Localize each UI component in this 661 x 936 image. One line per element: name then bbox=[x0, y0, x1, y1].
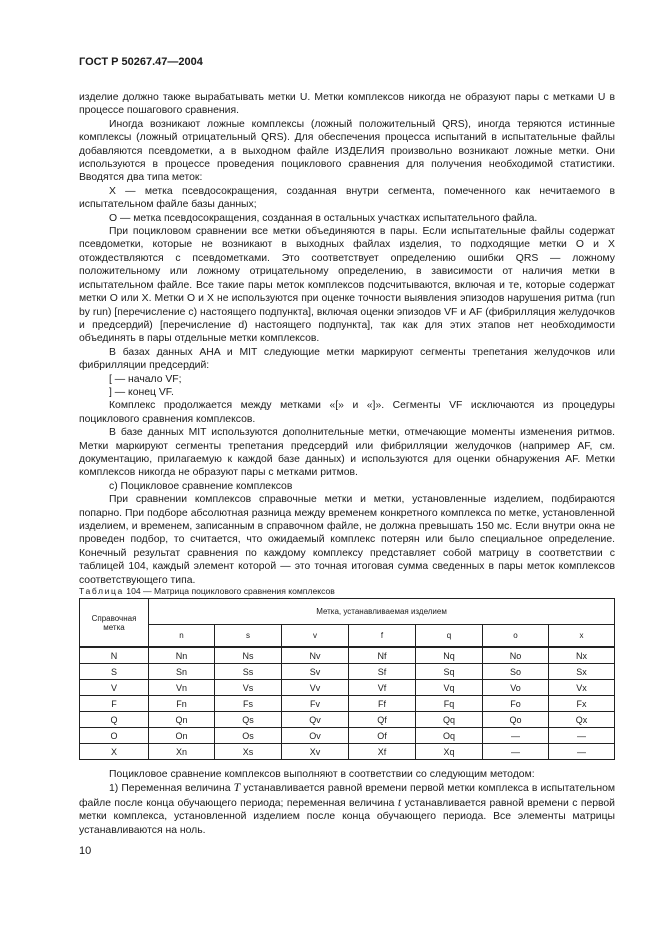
paragraph: ] — конец VF. bbox=[109, 386, 174, 398]
comparison-matrix-table bbox=[79, 598, 615, 760]
row-label: V bbox=[80, 680, 149, 696]
column-header: o bbox=[483, 625, 549, 648]
group-header: Метка, устанавливаемая изделием bbox=[149, 599, 615, 625]
table-cell: No bbox=[483, 647, 549, 664]
table-caption-label: Таблица bbox=[79, 586, 124, 596]
text-run: устанавливается равной времени первой метки комплекса в испытательном файле после конца обучающего периода; переменная величина bbox=[79, 783, 615, 809]
table-cell: Vq bbox=[416, 680, 483, 696]
table-caption-text: 104 — Матрица поциклового сравнения комплексов bbox=[123, 586, 335, 596]
paragraph bbox=[79, 781, 615, 837]
paragraph: Иногда возникают ложные комплексы (ложный положительный QRS), иногда теряются истинные комплексы (ложный отрицательный QRS). Для обеспечения процесса испытаний в испытательные файлы добавляются псевдометки, а в выходном файле ИЗДЕЛИЯ произвольно возникают ложные метки. Они используются в процессе проведения поциклового сравнения для получения необходимой статистики. Вводятся два типа меток: bbox=[79, 118, 615, 184]
table-cell: On bbox=[149, 728, 215, 744]
table-cell: Qs bbox=[215, 712, 282, 728]
body-text bbox=[79, 91, 615, 587]
table-cell: Qn bbox=[149, 712, 215, 728]
table-cell: Ns bbox=[215, 647, 282, 664]
table-cell: — bbox=[483, 728, 549, 744]
column-header: s bbox=[215, 625, 282, 648]
table-cell: Xq bbox=[416, 744, 483, 760]
table-cell: Qv bbox=[282, 712, 349, 728]
method-text bbox=[79, 768, 615, 837]
table-row bbox=[80, 647, 615, 664]
table-cell: Xv bbox=[282, 744, 349, 760]
table-cell: Vx bbox=[549, 680, 615, 696]
paragraph: Поцикловое сравнение комплексов выполняют в соответствии со следующим методом: bbox=[109, 769, 535, 780]
table-row bbox=[80, 680, 615, 696]
table-row bbox=[80, 664, 615, 680]
section-heading: c) Поцикловое сравнение комплексов bbox=[109, 480, 293, 492]
row-label: X bbox=[80, 744, 149, 760]
table-cell: Qf bbox=[349, 712, 416, 728]
table-cell: Sv bbox=[282, 664, 349, 680]
table-cell: Xs bbox=[215, 744, 282, 760]
table-cell: Qq bbox=[416, 712, 483, 728]
paragraph: При сравнении комплексов справочные метки и метки, установленные изделием, подбираются попарно. При подборе абсолютная разница между временем конкретного комплекса по метке, установленной изделием, и временем, записанным в справочном файле, не должна превышать 150 мс. Если внутри окна не проведен подбор, то считается, что ожидаемый комплекс потерян или было специальное определение. Конечный результат сравнения по каждому комплексу представляет собой матрицу в соответствии с таблицей 104, каждый элемент которой — это точная итоговая сумма сведенных в пары меток комплексов соответствующего типа. bbox=[79, 494, 615, 586]
paragraph: Комплекс продолжается между метками «[» и «]». Сегменты VF исключаются из процедуры поциклового сравнения комплексов. bbox=[79, 400, 615, 425]
table-cell: Nq bbox=[416, 647, 483, 664]
table-cell: Sq bbox=[416, 664, 483, 680]
table-cell: Qx bbox=[549, 712, 615, 728]
table-cell: Xf bbox=[349, 744, 416, 760]
table-cell: Sn bbox=[149, 664, 215, 680]
table-cell: Sf bbox=[349, 664, 416, 680]
paragraph: O — метка псевдосокращения, созданная в остальных участках испытательного файла. bbox=[109, 212, 538, 224]
document-header: ГОСТ Р 50267.47—2004 bbox=[79, 56, 203, 68]
row-label: F bbox=[80, 696, 149, 712]
table-cell: Nx bbox=[549, 647, 615, 664]
table-row bbox=[80, 696, 615, 712]
column-header: x bbox=[549, 625, 615, 648]
column-header: n bbox=[149, 625, 215, 648]
table-cell: Vs bbox=[215, 680, 282, 696]
table-caption bbox=[79, 586, 335, 596]
table-cell: Nn bbox=[149, 647, 215, 664]
table-cell: Vv bbox=[282, 680, 349, 696]
variable-T: T bbox=[233, 780, 241, 795]
paragraph: X — метка псевдосокращения, созданная внутри сегмента, помеченного как нечитаемого в испытательном файле базы данных; bbox=[79, 185, 615, 211]
table-cell: Vo bbox=[483, 680, 549, 696]
table-row bbox=[80, 712, 615, 728]
table-cell: Fo bbox=[483, 696, 549, 712]
table-cell: Sx bbox=[549, 664, 615, 680]
paragraph: В базе данных MIT используются дополнительные метки, отмечающие моменты изменения ритмов. Метки маркируют сегменты трепетания предсердий или фибрилляции желудочков (например AF, см. документацию, прилагаемую к каждой базе данных) и используются для оценки обнаружения AF. Метки комплексов никогда не образуют пары с метками ритмов. bbox=[79, 427, 615, 479]
table-cell: So bbox=[483, 664, 549, 680]
table-cell: Vf bbox=[349, 680, 416, 696]
table-cell: — bbox=[549, 728, 615, 744]
row-label: S bbox=[80, 664, 149, 680]
paragraph: При поцикловом сравнении все метки объединяются в пары. Если испытательные файлы содержат псевдометки, которые не возникают в выходных файлах изделия, то подходящие метки O и X отождествляются с псевдометками. Это соответствует определению ошибки QRS — ложному положительному или ложному отрицательному определению, в зависимости от наличия метки в испытательном файле. Все такие пары меток комплексов подсчитываются, включая и те, которые содержат метки O или X. Метки O и X не используются при оценке точности выявления эпизодов нарушения ритма (run by run) [перечисление c) настоящего подпункта], включая оценки эпизодов VF и AF (фибрилляция желудочков и предсердий) [перечисление d) настоящего подпункта], так как для этих этапов нет необходимости объединять в пары отдельные метки комплексов. bbox=[79, 226, 615, 345]
column-header: f bbox=[349, 625, 416, 648]
table-cell: Nv bbox=[282, 647, 349, 664]
table-cell: Fx bbox=[549, 696, 615, 712]
table-cell: Xn bbox=[149, 744, 215, 760]
row-label: N bbox=[80, 647, 149, 664]
page-number: 10 bbox=[79, 845, 92, 857]
table-cell: Ss bbox=[215, 664, 282, 680]
table-cell: Ff bbox=[349, 696, 416, 712]
table-row bbox=[80, 728, 615, 744]
variable-t: t bbox=[397, 794, 402, 809]
table-cell: Ov bbox=[282, 728, 349, 744]
corner-header: Справочная метка bbox=[80, 599, 149, 648]
paragraph: В базах данных AHA и MIT следующие метки маркируют сегменты трепетания желудочков или фибрилляции предсердий: bbox=[79, 346, 615, 372]
row-label: O bbox=[80, 728, 149, 744]
column-header: v bbox=[282, 625, 349, 648]
table-row bbox=[80, 744, 615, 760]
paragraph: [ — начало VF; bbox=[109, 373, 182, 385]
table-cell: Fn bbox=[149, 696, 215, 712]
paragraph: изделие должно также вырабатывать метки U. Метки комплексов никогда не образуют пары с метками U в процессе пошагового сравнения. bbox=[79, 92, 615, 117]
table-cell: Vn bbox=[149, 680, 215, 696]
table-cell: Fs bbox=[215, 696, 282, 712]
table-cell: Os bbox=[215, 728, 282, 744]
table-cell: Qo bbox=[483, 712, 549, 728]
table-cell: — bbox=[483, 744, 549, 760]
table-cell: Of bbox=[349, 728, 416, 744]
table-cell: Nf bbox=[349, 647, 416, 664]
table-cell: Oq bbox=[416, 728, 483, 744]
column-header: q bbox=[416, 625, 483, 648]
table-cell: — bbox=[549, 744, 615, 760]
text-run: 1) Переменная величина bbox=[109, 783, 234, 795]
table-cell: Fv bbox=[282, 696, 349, 712]
text-run: устанавливается равной времени с первой метки комплекса, установленной изделием после конца обучающего периода. Все элементы матрицы устанавливаются на ноль. bbox=[79, 797, 615, 836]
table-cell: Fq bbox=[416, 696, 483, 712]
row-label: Q bbox=[80, 712, 149, 728]
